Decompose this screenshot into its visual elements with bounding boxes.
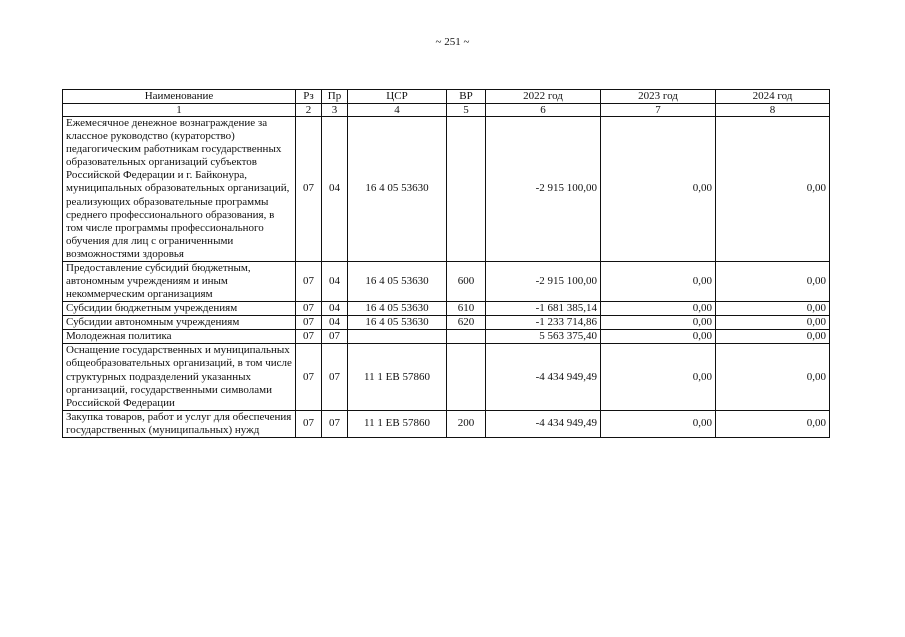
row-2022: 5 563 375,40 [486,330,601,344]
column-number: 7 [601,104,716,117]
row-csr [348,330,447,344]
header-name: Наименование [63,90,296,104]
row-name: Ежемесячное денежное вознаграждение за классное руководство (кураторство) педагогическим работникам государственных образовательных организаций субъектов Российской Федерации и г. Байконура, муниципальных образовательных организаций, реализующих образовательные программы среднего профессионального образования, в том числе программы профессионального обучения для лиц с ограниченными возможностями здоровья [63,117,296,262]
row-vr: 600 [447,262,486,302]
row-pr: 04 [322,117,348,262]
row-vr [447,344,486,410]
row-pr: 07 [322,330,348,344]
column-number: 5 [447,104,486,117]
row-rz: 07 [296,330,322,344]
row-2023: 0,00 [601,330,716,344]
budget-table [62,89,830,438]
header-pr: Пр [322,90,348,104]
row-pr: 04 [322,302,348,316]
column-number: 1 [63,104,296,117]
row-2024: 0,00 [716,117,830,262]
row-rz: 07 [296,344,322,410]
row-pr: 07 [322,344,348,410]
row-2024: 0,00 [716,410,830,437]
table-row [63,302,830,316]
column-number: 2 [296,104,322,117]
header-2023: 2023 год [601,90,716,104]
row-2023: 0,00 [601,117,716,262]
row-vr: 200 [447,410,486,437]
row-pr: 04 [322,316,348,330]
table-row [63,330,830,344]
row-2023: 0,00 [601,262,716,302]
row-csr: 11 1 ЕВ 57860 [348,344,447,410]
row-vr [447,117,486,262]
column-number: 4 [348,104,447,117]
table-row [63,410,830,437]
row-rz: 07 [296,117,322,262]
row-name: Предоставление субсидий бюджетным, автономным учреждениям и иным некоммерческим организациям [63,262,296,302]
row-2022: -2 915 100,00 [486,262,601,302]
row-name: Молодежная политика [63,330,296,344]
row-csr: 11 1 ЕВ 57860 [348,410,447,437]
row-2022: -4 434 949,49 [486,344,601,410]
column-number: 3 [322,104,348,117]
header-vr: ВР [447,90,486,104]
row-csr: 16 4 05 53630 [348,262,447,302]
column-number: 8 [716,104,830,117]
row-csr: 16 4 05 53630 [348,316,447,330]
column-number: 6 [486,104,601,117]
row-pr: 04 [322,262,348,302]
table-row [63,316,830,330]
row-2022: -1 233 714,86 [486,316,601,330]
column-number-row [63,104,830,117]
header-csr: ЦСР [348,90,447,104]
table-row [63,344,830,410]
table-row [63,117,830,262]
page-number: ~ 251 ~ [435,36,470,48]
row-2024: 0,00 [716,302,830,316]
row-2024: 0,00 [716,262,830,302]
row-2022: -4 434 949,49 [486,410,601,437]
row-2023: 0,00 [601,302,716,316]
row-2023: 0,00 [601,344,716,410]
row-vr [447,330,486,344]
row-rz: 07 [296,262,322,302]
row-rz: 07 [296,316,322,330]
row-2024: 0,00 [716,344,830,410]
row-rz: 07 [296,410,322,437]
row-2023: 0,00 [601,410,716,437]
row-2022: -2 915 100,00 [486,117,601,262]
header-rz: Рз [296,90,322,104]
row-vr: 610 [447,302,486,316]
row-csr: 16 4 05 53630 [348,117,447,262]
row-2024: 0,00 [716,316,830,330]
row-2023: 0,00 [601,316,716,330]
row-name: Оснащение государственных и муниципальных общеобразовательных организаций, в том числе структурных подразделений указанных организаций, государственными символами Российской Федерации [63,344,296,410]
row-2024: 0,00 [716,330,830,344]
row-2022: -1 681 385,14 [486,302,601,316]
row-name: Субсидии бюджетным учреждениям [63,302,296,316]
header-2024: 2024 год [716,90,830,104]
row-rz: 07 [296,302,322,316]
row-name: Субсидии автономным учреждениям [63,316,296,330]
table-row [63,262,830,302]
row-vr: 620 [447,316,486,330]
header-2022: 2022 год [486,90,601,104]
row-csr: 16 4 05 53630 [348,302,447,316]
header-row [63,90,830,104]
row-pr: 07 [322,410,348,437]
row-name: Закупка товаров, работ и услуг для обеспечения государственных (муниципальных) нужд [63,410,296,437]
